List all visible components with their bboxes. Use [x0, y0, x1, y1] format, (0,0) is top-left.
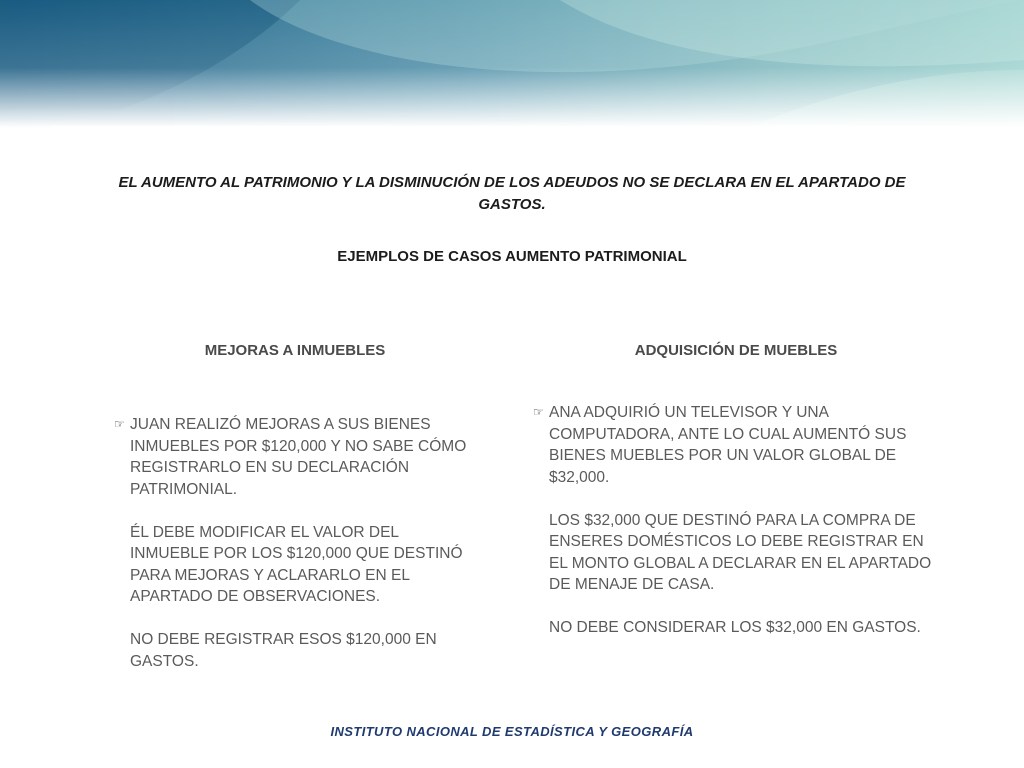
left-column-content [114, 414, 474, 672]
left-column-heading: MEJORAS A INMUEBLES [204, 342, 386, 359]
right-column-heading: ADQUISICIÓN DE MUEBLES [634, 342, 838, 359]
slide-subtitle: EJEMPLOS DE CASOS AUMENTO PATRIMONIAL [337, 248, 687, 265]
pointing-hand-icon: ☞ [114, 417, 125, 431]
bullet-item [114, 414, 474, 500]
right-paragraph-2: LOS $32,000 QUE DESTINÓ PARA LA COMPRA DE ENSERES DOMÉSTICOS LO DEBE REGISTRAR EN EL MONTO GLOBAL A DECLARAR EN EL APARTADO DE MENAJE DE CASA. [549, 511, 932, 593]
left-paragraph-3: NO DEBE REGISTRAR ESOS $120,000 EN GASTOS. [130, 631, 437, 670]
right-paragraph-3: NO DEBE CONSIDERAR LOS $32,000 EN GASTOS. [549, 619, 921, 636]
left-paragraph-2: ÉL DEBE MODIFICAR EL VALOR DEL INMUEBLE POR LOS $120,000 QUE DESTINÓ PARA MEJORAS Y ACLARARLO EN EL APARTADO DE OBSERVACIONES. [130, 523, 463, 605]
slide-title: EL AUMENTO AL PATRIMONIO Y LA DISMINUCIÓN DE LOS ADEUDOS NO SE DECLARA EN EL APARTADO DE GASTOS. [118, 174, 906, 213]
institution-footer: INSTITUTO NACIONAL DE ESTADÍSTICA Y GEOGRAFÍA [330, 724, 694, 739]
pointing-hand-icon: ☞ [533, 405, 544, 419]
bullet-item [533, 402, 933, 488]
right-paragraph-1: ANA ADQUIRIÓ UN TELEVISOR Y UNA COMPUTADORA, ANTE LO CUAL AUMENTÓ SUS BIENES MUEBLES POR UN VALOR GLOBAL DE $32,000. [549, 404, 907, 486]
right-column-content [533, 402, 933, 639]
left-paragraph-1: JUAN REALIZÓ MEJORAS A SUS BIENES INMUEBLES POR $120,000 Y NO SABE CÓMO REGISTRARLO EN SU DECLARACIÓN PATRIMONIAL. [130, 416, 467, 498]
